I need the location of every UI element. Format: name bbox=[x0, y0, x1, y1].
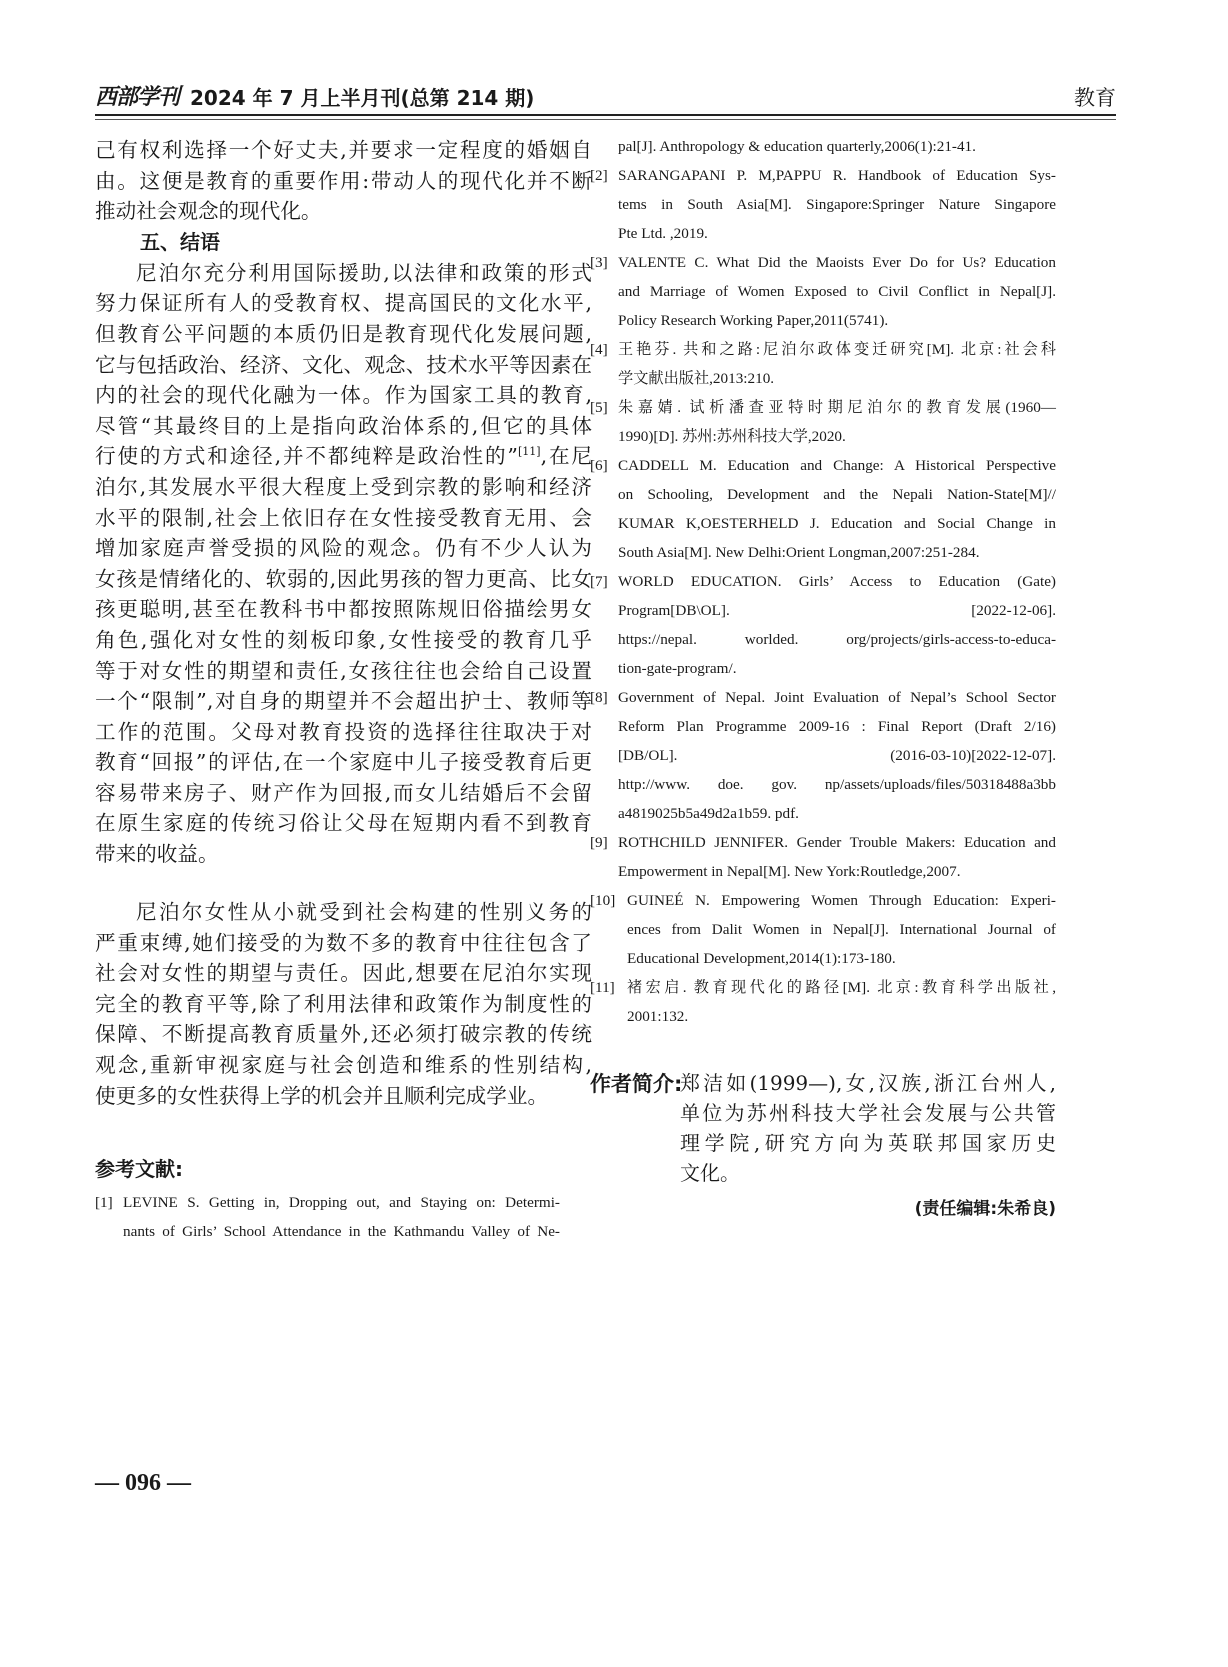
text-line: 理学院,研究方向为英联邦国家历史 bbox=[680, 1131, 1056, 1155]
reference-text: http://www. doe. gov. np/assets/uploads/files/50318488a3bb bbox=[618, 776, 1056, 793]
reference-item bbox=[590, 567, 1056, 683]
reference-text: and Marriage of Women Exposed to Civil Conflict in Nepal[J]. bbox=[618, 283, 1056, 300]
references-list-left bbox=[95, 1188, 560, 1246]
reference-text: ROTHCHILD JENNIFER. Gender Trouble Makers: Education and bbox=[618, 834, 1056, 851]
text-line: 教育“回报”的评估,在一个家庭中儿子接受教育后更 bbox=[95, 750, 592, 775]
reference-number: [4] bbox=[590, 341, 608, 358]
reference-text: GUINEÉ N. Empowering Women Through Education: Experi- bbox=[627, 892, 1056, 909]
text-line: 在原生家庭的传统习俗让父母在短期内看不到教育 bbox=[95, 811, 592, 836]
reference-number: [11] bbox=[590, 979, 615, 996]
reference-text: tems in South Asia[M]. Singapore:Springer Nature Singapore bbox=[618, 196, 1056, 213]
reference-text: ences from Dalit Women in Nepal[J]. International Journal of bbox=[627, 921, 1056, 938]
text-line: 尽管“其最终目的上是指向政治体系的,但它的具体 bbox=[95, 413, 592, 438]
text-line: 但教育公平问题的本质仍旧是教育现代化发展问题, bbox=[95, 321, 592, 346]
reference-text: a4819025b5a49d2a1b59. pdf. bbox=[618, 805, 799, 822]
reference-item-continued bbox=[590, 132, 1056, 161]
reference-text: pal[J]. Anthropology & education quarterly,2006(1):21-41. bbox=[618, 138, 976, 155]
paragraph-conclusion-2 bbox=[95, 897, 592, 1111]
text-line: 容易带来房子、财产作为回报,而女儿结婚后不会留 bbox=[95, 780, 592, 805]
reference-text: https://nepal. worlded. org/projects/girls-access-to-educa- bbox=[618, 631, 1056, 648]
reference-item bbox=[590, 335, 1056, 393]
reference-text: on Schooling, Development and the Nepali Nation-State[M]// bbox=[618, 486, 1056, 503]
text-line: 社会对女性的期望与责任。因此,想要在尼泊尔实现 bbox=[95, 961, 592, 986]
reference-text: Empowerment in Nepal[M]. New York:Routledge,2007. bbox=[618, 863, 961, 880]
reference-item bbox=[590, 248, 1056, 335]
text-segment: 行使的方式和途径,并不都纯粹是政治性的” bbox=[95, 444, 518, 469]
reference-text: 褚宏启. 教育现代化的路径[M]. 北京:教育科学出版社, bbox=[627, 979, 1056, 996]
reference-text: Policy Research Working Paper,2011(5741). bbox=[618, 312, 889, 329]
text-line: 保障、不断提高教育质量外,还必须打破宗教的传统 bbox=[95, 1022, 592, 1047]
text-line: 文化。 bbox=[680, 1161, 740, 1185]
reference-text: Program[DB\OL]. [2022-12-06]. bbox=[618, 602, 1056, 619]
text-segment: ,在尼 bbox=[540, 444, 593, 469]
reference-text: tion-gate-program/. bbox=[618, 660, 737, 677]
reference-text: Pte Ltd. ,2019. bbox=[618, 225, 708, 242]
reference-text: Government of Nepal. Joint Evaluation of Nepal’s School Sector bbox=[618, 689, 1056, 706]
text-line: 泊尔,其发展水平很大程度上受到宗教的影响和经济 bbox=[95, 474, 592, 499]
text-line: 严重束缚,她们接受的为数不多的教育中往往包含了 bbox=[95, 930, 592, 955]
text-line: 推动社会观念的现代化。 bbox=[95, 199, 322, 224]
text-line: 女孩是情绪化的、软弱的,因此男孩的智力更高、比女 bbox=[95, 566, 592, 591]
reference-item bbox=[590, 451, 1056, 567]
author-bio-label: 作者简介: bbox=[590, 1072, 683, 1096]
header-rule-thick bbox=[95, 114, 1116, 116]
reference-text: South Asia[M]. New Delhi:Orient Longman,2007:251-284. bbox=[618, 544, 980, 561]
text-line: 一个“限制”,对自身的期望并不会超出护士、教师等 bbox=[95, 689, 592, 714]
issue-info: 2024 年 7 月上半月刊(总第 214 期) bbox=[190, 86, 535, 110]
text-line: 孩更聪明,甚至在教科书中都按照陈规旧俗描绘男女 bbox=[95, 597, 592, 622]
reference-text: 朱嘉婧. 试析潘查亚特时期尼泊尔的教育发展(1960— bbox=[618, 399, 1056, 416]
reference-text: KUMAR K,OESTERHELD J. Education and Social Change in bbox=[618, 515, 1056, 532]
reference-number: [2] bbox=[590, 167, 608, 184]
reference-text: 2001:132. bbox=[627, 1008, 689, 1025]
reference-text: Reform Plan Programme 2009-16 : Final Report (Draft 2/16) bbox=[618, 718, 1056, 735]
reference-text: 学文献出版社,2013:210. bbox=[618, 370, 775, 387]
reference-item bbox=[590, 828, 1056, 886]
reference-text: LEVINE S. Getting in, Dropping out, and Staying on: Determi- bbox=[123, 1194, 560, 1211]
text-line: 观念,重新审视家庭与社会创造和维系的性别结构, bbox=[95, 1052, 592, 1077]
text-line: 水平的限制,社会上依旧存在女性接受教育无用、会 bbox=[95, 505, 592, 530]
text-line: 尼泊尔充分利用国际援助,以法律和政策的形式 bbox=[136, 260, 592, 285]
text-line: 完全的教育平等,除了利用法律和政策作为制度性的 bbox=[95, 991, 592, 1016]
citation-marker[interactable]: [11] bbox=[517, 445, 541, 459]
body-left-column-lower bbox=[95, 897, 592, 1111]
section-name: 教育 bbox=[1074, 86, 1116, 110]
body-left-column bbox=[95, 135, 592, 870]
text-line: 尼泊尔女性从小就受到社会构建的性别义务的 bbox=[136, 900, 592, 924]
text-line: 努力保证所有人的受教育权、提高国民的文化水平, bbox=[95, 291, 592, 316]
text-line: 增加家庭声誉受损的风险的观念。仍有不少人认为 bbox=[95, 536, 592, 561]
reference-text: Educational Development,2014(1):173-180. bbox=[627, 950, 896, 967]
paragraph-conclusion-1 bbox=[95, 258, 592, 870]
section-heading: 五、结语 bbox=[140, 229, 220, 254]
reference-number: [5] bbox=[590, 399, 608, 416]
reference-text: CADDELL M. Education and Change: A Historical Perspective bbox=[618, 457, 1056, 474]
references-heading: 参考文献: bbox=[95, 1157, 183, 1181]
reference-item bbox=[590, 161, 1056, 248]
reference-text: VALENTE C. What Did the Maoists Ever Do for Us? Education bbox=[618, 254, 1056, 271]
references-list-right bbox=[590, 132, 1056, 1031]
responsible-editor: (责任编辑:朱希良) bbox=[914, 1199, 1056, 1219]
reference-number: [9] bbox=[590, 834, 608, 851]
text-line: 单位为苏州科技大学社会发展与公共管 bbox=[680, 1101, 1056, 1125]
text-line-with-citation bbox=[95, 441, 592, 472]
header-rule-thin bbox=[95, 119, 1116, 120]
reference-number: [6] bbox=[590, 457, 608, 474]
text-line: 工作的范围。父母对教育投资的选择往往取决于对 bbox=[95, 719, 592, 744]
text-line: 内的社会的现代化融为一体。作为国家工具的教育, bbox=[95, 383, 592, 408]
journal-logo: 西部学刊 bbox=[95, 84, 180, 110]
author-bio bbox=[680, 1068, 1056, 1188]
reference-item bbox=[590, 683, 1056, 828]
reference-number: [1] bbox=[95, 1194, 113, 1211]
text-line: 带来的收益。 bbox=[95, 842, 219, 867]
text-line: 使更多的女性获得上学的机会并且顺利完成学业。 bbox=[95, 1083, 549, 1108]
text-line: 它与包括政治、经济、文化、观念、技术水平等因素在 bbox=[95, 352, 592, 377]
reference-number: [7] bbox=[590, 573, 608, 590]
reference-item bbox=[95, 1188, 560, 1246]
reference-text: WORLD EDUCATION. Girls’ Access to Education (Gate) bbox=[618, 573, 1056, 590]
text-line: 己有权利选择一个好丈夫,并要求一定程度的婚姻自 bbox=[95, 138, 592, 162]
reference-text: nants of Girls’ School Attendance in the Kathmandu Valley of Ne- bbox=[123, 1223, 560, 1240]
page-number: — 096 — bbox=[95, 1470, 191, 1496]
text-line: 由。这便是教育的重要作用:带动人的现代化并不断 bbox=[95, 168, 592, 193]
reference-text: 1990)[D]. 苏州:苏州科技大学,2020. bbox=[618, 428, 846, 445]
reference-item bbox=[590, 393, 1056, 451]
reference-text: [DB/OL]. (2016-03-10)[2022-12-07]. bbox=[618, 747, 1056, 764]
text-line: 角色,强化对女性的刻板印象,女性接受的教育几乎 bbox=[95, 627, 592, 652]
text-line: 等于对女性的期望和责任,女孩往往也会给自己设置 bbox=[95, 658, 592, 683]
reference-item bbox=[590, 886, 1056, 973]
text-line: 郑洁如(1999—),女,汉族,浙江台州人, bbox=[680, 1071, 1056, 1095]
reference-item bbox=[590, 973, 1056, 1031]
paragraph-continuation bbox=[95, 135, 592, 227]
reference-number: [3] bbox=[590, 254, 608, 271]
reference-text: 王艳芬. 共和之路:尼泊尔政体变迁研究[M]. 北京:社会科 bbox=[618, 341, 1056, 358]
reference-text: SARANGAPANI P. M,PAPPU R. Handbook of Education Sys- bbox=[618, 167, 1056, 184]
reference-number: [10] bbox=[590, 892, 616, 909]
reference-number: [8] bbox=[590, 689, 608, 706]
